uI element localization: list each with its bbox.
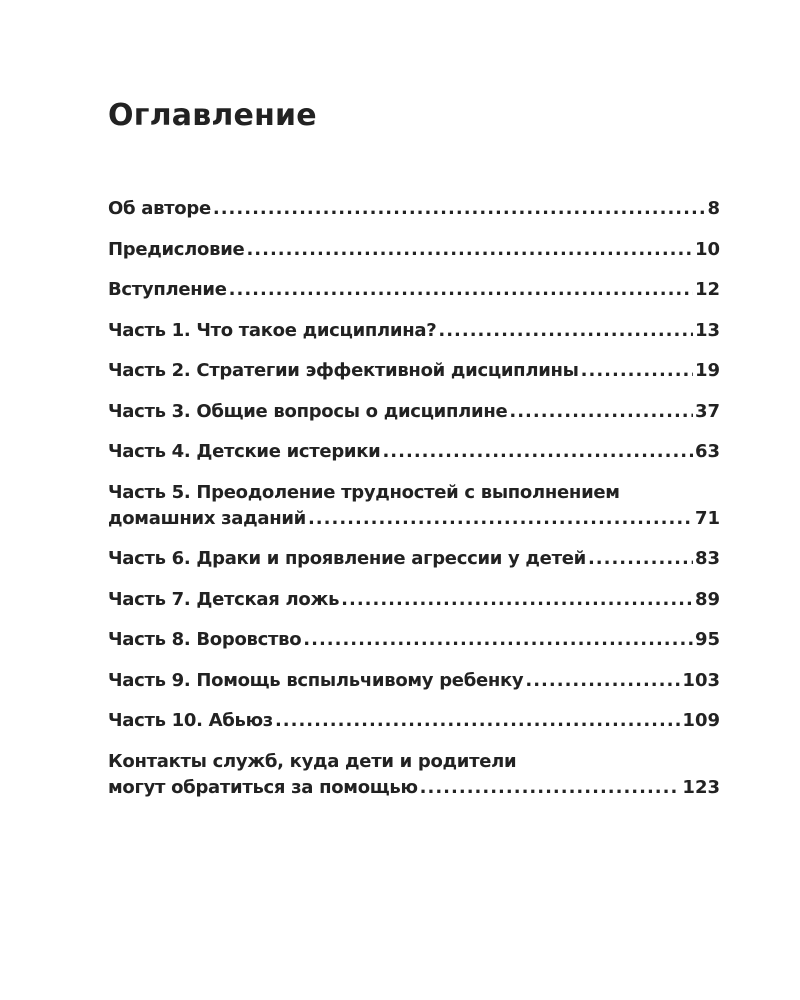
toc-dot-leader [588, 545, 693, 573]
toc-entry-introduction [108, 276, 720, 304]
toc-page-number: 19 [694, 360, 720, 381]
toc-dot-leader [229, 276, 693, 304]
toc-entry-part-10 [108, 707, 720, 735]
toc-page-number: 12 [694, 279, 720, 300]
toc-page-number: 13 [694, 319, 720, 341]
toc-entry-title-line1: Контакты служб, куда дети и родители [108, 750, 517, 772]
toc-entry-about-author [108, 195, 720, 223]
toc-list [108, 195, 720, 814]
page-title: Оглавление [108, 98, 317, 133]
toc-dot-leader [303, 626, 693, 654]
toc-page-number: 37 [694, 400, 720, 422]
toc-page-number: 89 [694, 588, 720, 610]
toc-entry-part-5 [108, 479, 720, 533]
toc-dot-leader [420, 774, 681, 802]
toc-entry-title: Предисловие [108, 238, 245, 260]
toc-page-number: 95 [694, 629, 720, 650]
toc-entry-title-line2: могут обратиться за помощью [108, 776, 418, 798]
toc-dot-leader [382, 438, 692, 466]
toc-page-number: 83 [694, 548, 720, 569]
toc-dot-leader [581, 357, 693, 385]
toc-entry-contacts [108, 748, 720, 802]
toc-entry-part-1 [108, 317, 720, 345]
toc-entry-title: Часть 6. Драки и проявление агрессии у детей [108, 548, 586, 569]
toc-page-number: 71 [694, 507, 720, 529]
toc-page-number: 63 [694, 441, 720, 462]
toc-entry-part-8 [108, 626, 720, 654]
toc-entry-part-7 [108, 586, 720, 614]
toc-entry-part-4 [108, 438, 720, 466]
toc-page-number: 123 [682, 776, 720, 798]
toc-entry-title: Часть 1. Что такое дисциплина? [108, 319, 437, 341]
toc-page-number: 109 [682, 710, 720, 731]
toc-entry-part-2 [108, 357, 720, 385]
toc-entry-title: Часть 7. Детская ложь [108, 588, 340, 610]
toc-entry-part-6 [108, 545, 720, 573]
toc-page-number: 10 [694, 238, 720, 260]
toc-dot-leader [525, 667, 680, 695]
toc-entry-title: Часть 8. Воровство [108, 629, 302, 650]
toc-dot-leader [213, 195, 706, 223]
toc-page-number: 103 [682, 669, 720, 691]
toc-entry-title: Часть 10. Абьюз [108, 710, 273, 731]
toc-entry-part-3 [108, 398, 720, 426]
toc-dot-leader [341, 586, 693, 614]
toc-dot-leader [246, 236, 693, 264]
toc-entry-title: Часть 4. Детские истерики [108, 441, 381, 462]
toc-entry-title: Часть 2. Стратегии эффективной дисциплины [108, 360, 579, 381]
toc-dot-leader [308, 505, 693, 533]
toc-page-number: 8 [707, 198, 720, 219]
toc-entry-title-line2: домашних заданий [108, 507, 306, 529]
toc-dot-leader [275, 707, 680, 735]
toc-entry-title: Часть 9. Помощь вспыльчивому ребенку [108, 669, 524, 691]
toc-dot-leader [509, 398, 693, 426]
toc-entry-title: Часть 3. Общие вопросы о дисциплине [108, 400, 508, 422]
toc-entry-title: Об авторе [108, 198, 211, 219]
toc-entry-title: Вступление [108, 279, 227, 300]
toc-entry-part-9 [108, 667, 720, 695]
toc-entry-preface [108, 236, 720, 264]
toc-dot-leader [438, 317, 693, 345]
toc-entry-title-line1: Часть 5. Преодоление трудностей с выполнением [108, 481, 620, 503]
